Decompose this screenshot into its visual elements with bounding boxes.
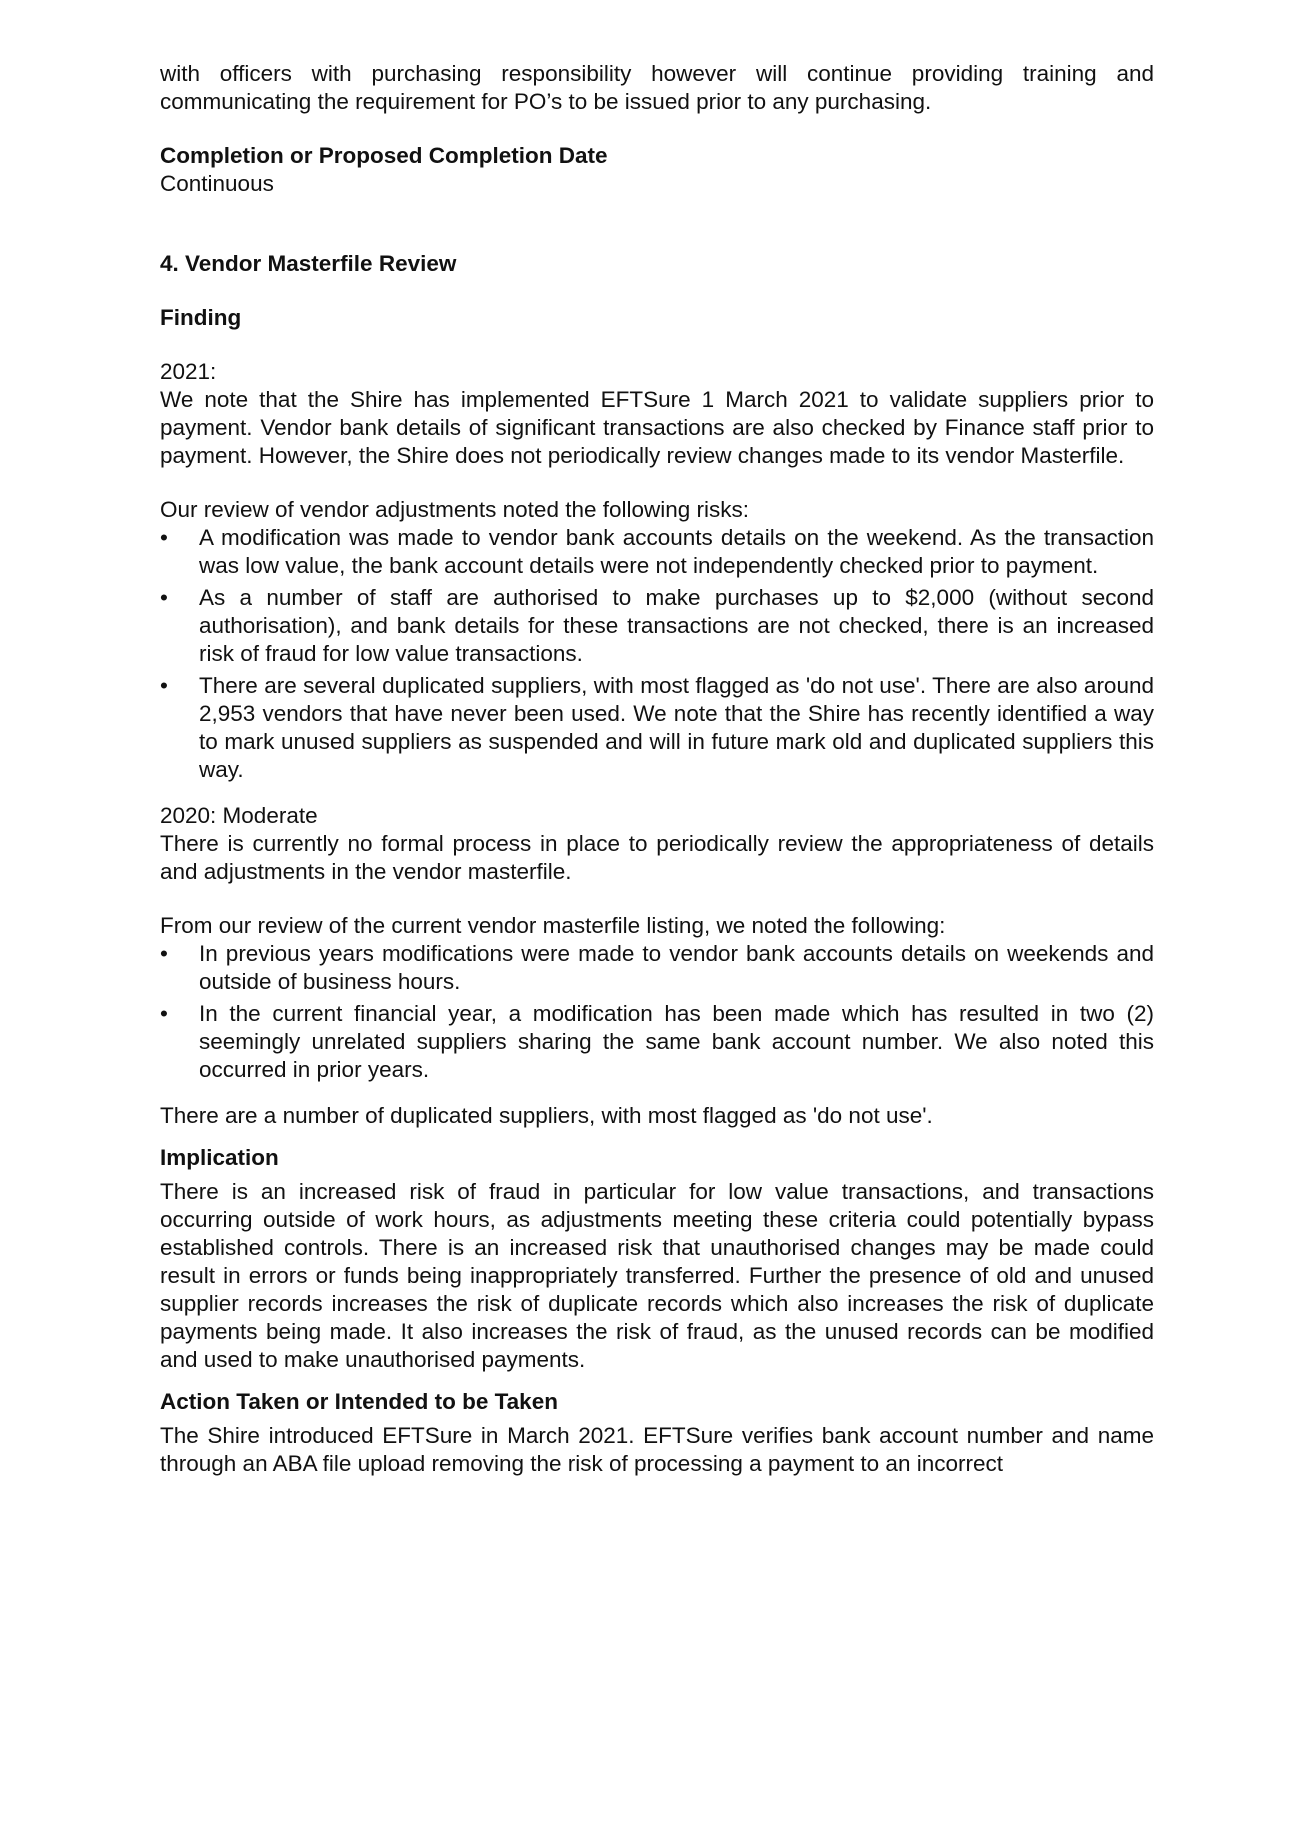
action-heading: Action Taken or Intended to be Taken bbox=[160, 1389, 558, 1414]
implication-paragraph: There is an increased risk of fraud in particular for low value transactions, and transactions occurring outside of work hours, as adjustments meeting these criteria could potentially bypass established controls. There is an increased risk that unauthorised changes may be made could result in errors or funds being inappropriately transferred. Further the presence of old and unused supplier records increases the risk of duplicate records which also increases the risk of duplicate payments being made. It also increases the risk of fraud, as the unused records can be modified and used to make unauthorised payments. bbox=[160, 1179, 1154, 1372]
completion-value: Continuous bbox=[160, 171, 274, 196]
year-2020-bullet-list bbox=[160, 940, 1154, 1084]
year-2021-bullet-list bbox=[160, 524, 1154, 784]
year-2021-label: 2021: bbox=[160, 359, 217, 384]
carryover-paragraph: with officers with purchasing responsibility however will continue providing training and communicating the requirement for PO’s to be issued prior to any purchasing. bbox=[160, 61, 1154, 114]
year-2020-label: 2020: Moderate bbox=[160, 803, 318, 828]
section-title: 4. Vendor Masterfile Review bbox=[160, 251, 457, 276]
list-item: • In previous years modifications were made to vendor bank accounts details on weekends and outside of business hours. bbox=[160, 940, 1154, 996]
year-2020-paragraph: There is currently no formal process in place to periodically review the appropriateness of details and adjustments in the vendor masterfile. bbox=[160, 831, 1154, 884]
year-2021-intro: Our review of vendor adjustments noted the following risks: bbox=[160, 497, 750, 522]
year-2021-paragraph: We note that the Shire has implemented EFTSure 1 March 2021 to validate suppliers prior to payment. Vendor bank details of significant transactions are also checked by Finance staff prior to payment. However, the Shire does not periodically review changes made to its vendor Masterfile. bbox=[160, 387, 1154, 468]
completion-heading: Completion or Proposed Completion Date bbox=[160, 143, 608, 168]
list-item: • There are several duplicated suppliers, with most flagged as 'do not use'. There are also around 2,953 vendors that have never been used. We note that the Shire has recently identified a way to mark unused suppliers as suspended and will in future mark old and duplicated suppliers this way. bbox=[160, 672, 1154, 784]
list-item: • In the current financial year, a modification has been made which has resulted in two (2) seemingly unrelated suppliers sharing the same bank account number. We also noted this occurred in prior years. bbox=[160, 1000, 1154, 1084]
year-2020-intro: From our review of the current vendor masterfile listing, we noted the following: bbox=[160, 913, 946, 938]
year-2020-closing: There are a number of duplicated suppliers, with most flagged as 'do not use'. bbox=[160, 1103, 933, 1128]
document-page bbox=[160, 60, 1154, 1478]
list-item: • A modification was made to vendor bank accounts details on the weekend. As the transaction was low value, the bank account details were not independently checked prior to payment. bbox=[160, 524, 1154, 580]
implication-heading: Implication bbox=[160, 1145, 279, 1170]
finding-heading: Finding bbox=[160, 305, 242, 330]
list-item: • As a number of staff are authorised to make purchases up to $2,000 (without second authorisation), and bank details for these transactions are not checked, there is an increased risk of fraud for low value transactions. bbox=[160, 584, 1154, 668]
action-paragraph: The Shire introduced EFTSure in March 2021. EFTSure verifies bank account number and name through an ABA file upload removing the risk of processing a payment to an incorrect bbox=[160, 1423, 1154, 1476]
